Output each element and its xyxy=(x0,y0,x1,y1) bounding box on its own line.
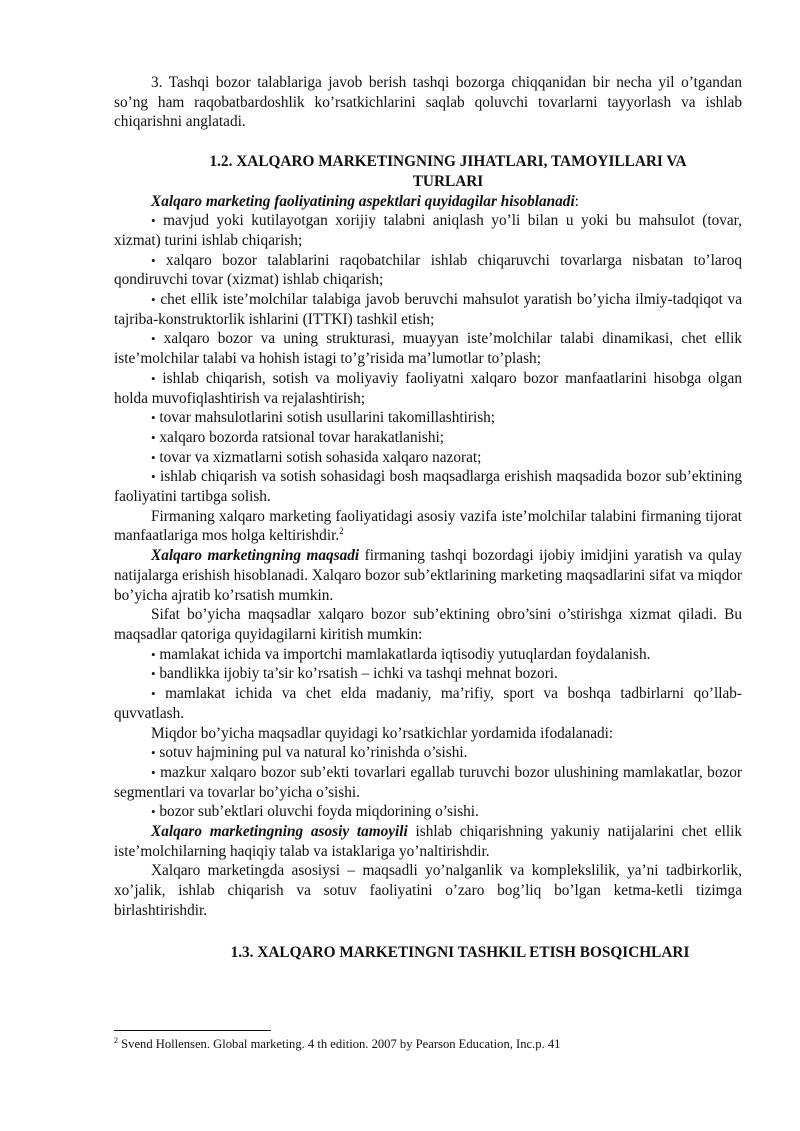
aspect-item xyxy=(114,467,742,506)
quality-goal-item xyxy=(114,684,742,723)
bullet-icon: • xyxy=(151,429,156,445)
quantity-goal-item xyxy=(114,802,742,822)
aspect-text: ishlab chiqarish va sotish sohasidagi bosh maqsadlarga erishish maqsadida bozor sub’ektining faoliyatini tartibga solish. xyxy=(114,468,742,506)
aspects-intro xyxy=(114,192,742,212)
section-heading-1-3: 1.3. XALQARO MARKETINGNI TASHKIL ETISH BOSQICHLARI xyxy=(230,943,690,961)
quality-goal-item xyxy=(114,664,742,684)
bullet-icon: • xyxy=(151,764,156,780)
quantity-goal-text: sotuv hajmining pul va natural ko’rinishda o’sishi. xyxy=(159,744,468,762)
aspects-intro-colon: : xyxy=(574,192,579,210)
aspect-item xyxy=(114,448,742,468)
bullet-icon: • xyxy=(151,331,156,347)
aspect-item xyxy=(114,369,742,408)
footnote xyxy=(114,1036,754,1052)
principle-detail: Xalqaro marketingda asosiysi – maqsadli yo’nalganlik va komplekslilik, ya’ni tadbirkorlik, xo’jalik, ishlab chiqarish va sotuv faoliyatini o’zaro bog’liq bo’lgan ketma-ketli tizimga birlashtirishdir. xyxy=(114,862,742,919)
footnote-text: Svend Hollensen. Global marketing. 4 th edition. 2007 by Pearson Education, Inc.p. 41 xyxy=(118,1037,561,1051)
paragraph-item-3: 3. Tashqi bozor talablariga javob berish tashqi bozorga chiqqanidan bir necha yil o’tgandan so’ng ham raqobatbardoshlik ko’rsatkichlarini saqlab qoluvchi tovarlarni tayyorlash va ishlab chiqarishni anglatadi. xyxy=(114,74,742,131)
footnote-divider xyxy=(114,1030,271,1031)
aspect-text: ishlab chiqarish, sotish va moliyaviy faoliyatni xalqaro bozor manfaatlarini hisobga olgan holda muvofiqlashtirish va rejalashtirish; xyxy=(114,369,742,407)
main-task-text: Firmaning xalqaro marketing faoliyatidagi asosiy vazifa iste’molchilar talabini firmaning tijorat manfaatlariga mos holga keltirishdir. xyxy=(114,507,742,545)
aspect-text: tovar va xizmatlarni sotish sohasida xalqaro nazorat; xyxy=(159,448,482,466)
aspect-text: xalqaro bozorda ratsional tovar harakatlanishi; xyxy=(159,428,444,446)
goal-term: Xalqaro marketingning maqsadi xyxy=(151,547,360,565)
principle-text: ishlab chiqarishning yakuniy natijalarini chet ellik iste’molchilarning haqiqiy talab va istaklariga yo’naltirishdir. xyxy=(114,823,742,860)
quality-goal-text: bandlikka ijobiy ta’sir ko’rsatish – ichki va tashqi mehnat bozori. xyxy=(159,665,558,683)
footnote-ref: 2 xyxy=(339,526,344,537)
bullet-icon: • xyxy=(151,292,156,308)
quality-goal-text: mamlakat ichida va importchi mamlakatlarda iqtisodiy yutuqlardan foydalanish. xyxy=(159,645,651,663)
aspect-item xyxy=(114,251,742,290)
bullet-icon: • xyxy=(151,666,156,682)
aspect-item xyxy=(114,329,742,368)
bullet-icon: • xyxy=(151,686,156,702)
section-heading-1-2 xyxy=(114,152,742,191)
main-task-paragraph xyxy=(114,507,742,546)
bullet-icon: • xyxy=(151,252,156,268)
body-text xyxy=(114,73,742,962)
quantity-goal-item xyxy=(114,763,742,802)
aspect-item xyxy=(114,211,742,250)
aspect-text: xalqaro bozor va uning strukturasi, muayyan iste’molchilar talabi dinamikasi, chet ellik iste’molchilar talabi va hohish istagi to’g’risida ma’lumotlar to’plash; xyxy=(114,330,742,368)
aspect-text: tovar mahsulotlarini sotish usullarini takomillashtirish; xyxy=(159,409,496,427)
aspects-intro-term: Xalqaro marketing faoliyatining aspektlari quyidagilar hisoblanadi xyxy=(151,192,575,210)
bullet-icon: • xyxy=(151,213,156,229)
bullet-icon: • xyxy=(151,410,156,426)
principle-paragraph xyxy=(114,822,742,861)
principle-term: Xalqaro marketingning asosiy tamoyili xyxy=(151,823,408,841)
aspect-text: chet ellik iste’molchilar talabiga javob beruvchi mahsulot yaratish bo’yicha ilmiy-tadqiqot va tajriba-konstruktorlik ishlarini (ITTKI) tashkil etish; xyxy=(114,291,742,328)
quantity-intro: Miqdor bo’yicha maqsadlar quyidagi ko’rsatkichlar yordamida ifodalanadi: xyxy=(151,724,614,742)
section-heading-1-2-line2: TURLARI xyxy=(412,172,484,190)
quality-goal-item xyxy=(114,645,742,665)
quality-intro: Sifat bo’yicha maqsadlar xalqaro bozor sub’ektining obro’sini o’stirishga xizmat qiladi. Bu maqsadlar qatoriga quyidagilarni kiritish mumkin: xyxy=(114,606,742,643)
bullet-icon: • xyxy=(151,469,156,485)
quality-goal-text: mamlakat ichida va chet elda madaniy, ma’rifiy, sport va boshqa tadbirlarni qo’llab-quvvatlash. xyxy=(114,685,743,722)
quantity-goal-text: mazkur xalqaro bozor sub’ekti tovarlari egallab turuvchi bozor ulushining mamlakatlar, bozor segmentlari va tovarlar bo’yicha o’sishi. xyxy=(114,763,742,801)
bullet-icon: • xyxy=(151,646,156,662)
quantity-goal-item xyxy=(114,743,742,763)
bullet-icon: • xyxy=(151,745,156,761)
bullet-icon: • xyxy=(151,804,156,820)
aspect-item xyxy=(114,290,742,329)
goal-text: firmaning tashqi bozordagi ijobiy imidjini yaratish va qulay natijalarga erishish hisoblanadi. Xalqaro bozor sub’ektlarining marketing maqsadlarini sifat va miqdor bo’yicha ajratib ko’rsatish mumkin. xyxy=(114,547,742,604)
bullet-icon: • xyxy=(151,449,156,465)
aspect-item xyxy=(114,428,742,448)
aspect-text: mavjud yoki kutilayotgan xorijiy talabni aniqlash yo’li bilan u yoki bu mahsulot (tovar, xizmat) turini ishlab chiqarish; xyxy=(114,212,742,249)
bullet-icon: • xyxy=(151,370,156,386)
goal-paragraph xyxy=(114,546,742,605)
aspect-text: xalqaro bozor talablarini raqobatchilar ishlab chiqaruvchi tovarlarga nisbatan to’laroq qondiruvchi tovar (xizmat) ishlab chiqarish; xyxy=(114,251,743,289)
footnote-marker: 2 xyxy=(114,1035,118,1045)
quantity-goal-text: bozor sub’ektlari oluvchi foyda miqdorining o’sishi. xyxy=(159,803,479,821)
section-heading-1-2-line1: 1.2. XALQARO MARKETINGNING JIHATLARI, TAMOYILLARI VA xyxy=(209,153,687,171)
aspect-item xyxy=(114,408,742,428)
